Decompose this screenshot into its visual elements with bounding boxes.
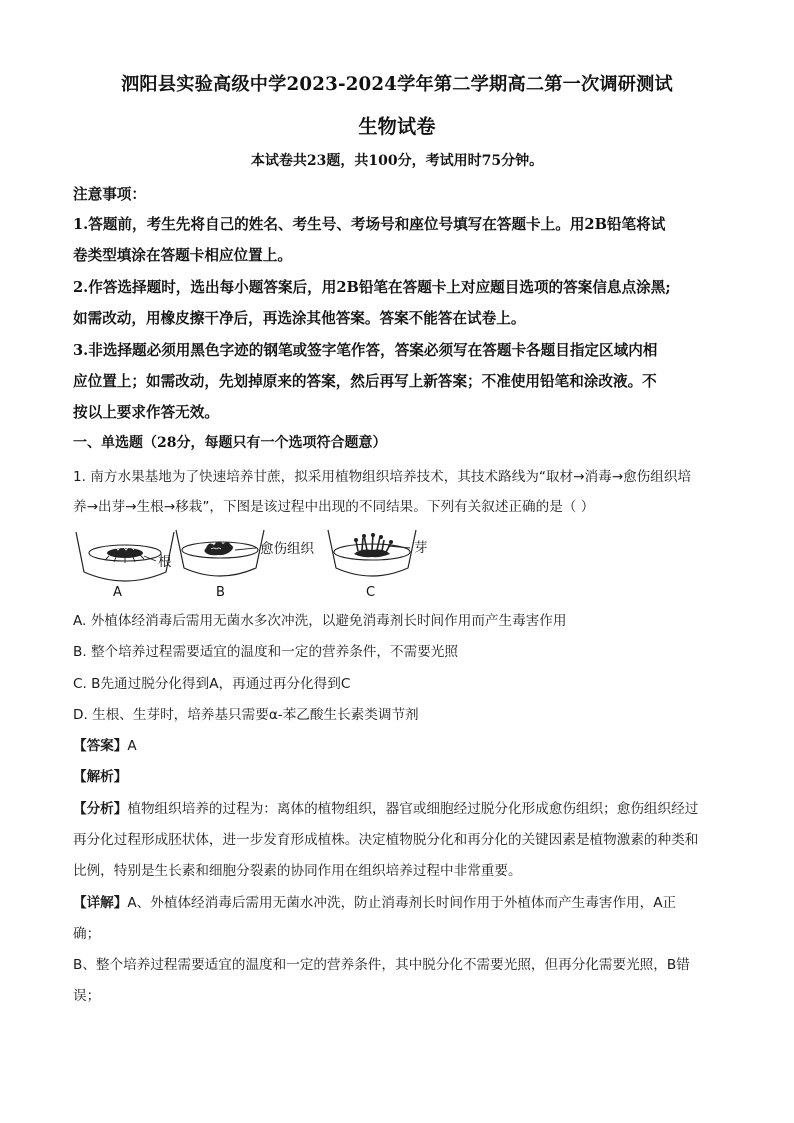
- exam-subtitle: 生物试卷: [358, 115, 436, 138]
- notes-heading: 注意事项：: [73, 186, 146, 203]
- analysis-tag: 【解析】: [73, 769, 128, 785]
- dish-c: [328, 530, 416, 576]
- question-stem-line: 养→出芽→生根→移栽”，下图是该过程中出现的不同结果。下列有关叙述正确的是（ ）: [73, 499, 595, 515]
- question-stem-line: 1. 南方水果基地为了快速培养甘蔗，拟采用植物组织培养技术，其技术路线为“取材→消毒→愈伤组织培: [73, 469, 692, 485]
- culture-dishes-figure: [70, 520, 450, 602]
- exam-meta: 本试卷共23题，共100分，考试用时75分钟。: [250, 153, 544, 169]
- bud-label: 芽: [414, 540, 428, 556]
- option-b: B. 整个培养过程需要适宜的温度和一定的营养条件，不需要光照: [73, 644, 458, 660]
- fenxi-tag: 【分析】: [73, 801, 128, 817]
- notes-line: 按以上要求作答无效。: [73, 404, 219, 421]
- xiangjie-line: B、整个培养过程需要适宜的温度和一定的营养条件，其中脱分化不需要光照，但再分化需要光照，B错: [73, 957, 690, 973]
- dish-b-label: B: [216, 585, 225, 600]
- fenxi-line: 再分化过程形成胚状体，进一步发育形成植株。决定植物脱分化和再分化的关键因素是植物激素的种类和: [73, 832, 699, 848]
- notes-line: 1.答题前，考生先将自己的姓名、考生号、考场号和座位号填写在答题卡上。用2B铅笔将试: [73, 216, 666, 233]
- xiangjie-line: 【详解】A、外植体经消毒后需用无菌水冲洗，防止消毒剂长时间作用于外植体而产生毒害作用，A正: [73, 895, 677, 911]
- fenxi-line: 【分析】植物组织培养的过程为：离体的植物组织，器官或细胞经过脱分化形成愈伤组织；愈伤组织经过: [73, 801, 699, 817]
- answer-tag: 【答案】: [73, 738, 128, 754]
- answer-line: [73, 734, 137, 754]
- xiangjie-line: 误；: [73, 988, 101, 1004]
- xiangjie-line: 确；: [73, 926, 101, 942]
- dish-b: [176, 530, 264, 576]
- notes-line: 2.作答选择题时，选出每小题答案后，用2B铅笔在答题卡上对应题目选项的答案信息点涂黑;: [73, 279, 671, 296]
- notes-line: 3.非选择题必须用黑色字迹的钢笔或签字笔作答，答案必须写在答题卡各题目指定区域内相: [73, 342, 658, 359]
- root-label: 根: [158, 554, 172, 570]
- dish-a-label: A: [113, 585, 122, 600]
- fenxi-line: 比例，特别是生长素和细胞分裂素的协同作用在组织培养过程中非常重要。: [73, 863, 522, 879]
- option-d: D. 生根、生芽时，培养基只需要α-苯乙酸生长素类调节剂: [73, 707, 419, 723]
- xiangjie-tag: 【详解】: [73, 895, 128, 911]
- notes-line: 卷类型填涂在答题卡相应位置上。: [73, 247, 292, 264]
- notes-line: 如需改动，用橡皮擦干净后，再选涂其他答案。答案不能答在试卷上。: [73, 310, 526, 327]
- option-c: C. B先通过脱分化得到A，再通过再分化得到C: [73, 676, 351, 692]
- section-heading: 一、单选题（28分，每题只有一个选项符合题意）: [73, 435, 387, 451]
- dish-c-label: C: [366, 585, 376, 600]
- exam-title: 泗阳县实验高级中学2023-2024学年第二学期高二第一次调研测试: [121, 74, 673, 95]
- option-a: A. 外植体经消毒后需用无菌水多次冲洗，以避免消毒剂长时间作用而产生毒害作用: [73, 613, 567, 629]
- callus-label: 愈伤组织: [260, 541, 314, 557]
- notes-line: 应位置上；如需改动，先划掉原来的答案，然后再写上新答案；不准使用铅笔和涂改液。不: [73, 373, 657, 390]
- answer-value: A: [127, 738, 137, 754]
